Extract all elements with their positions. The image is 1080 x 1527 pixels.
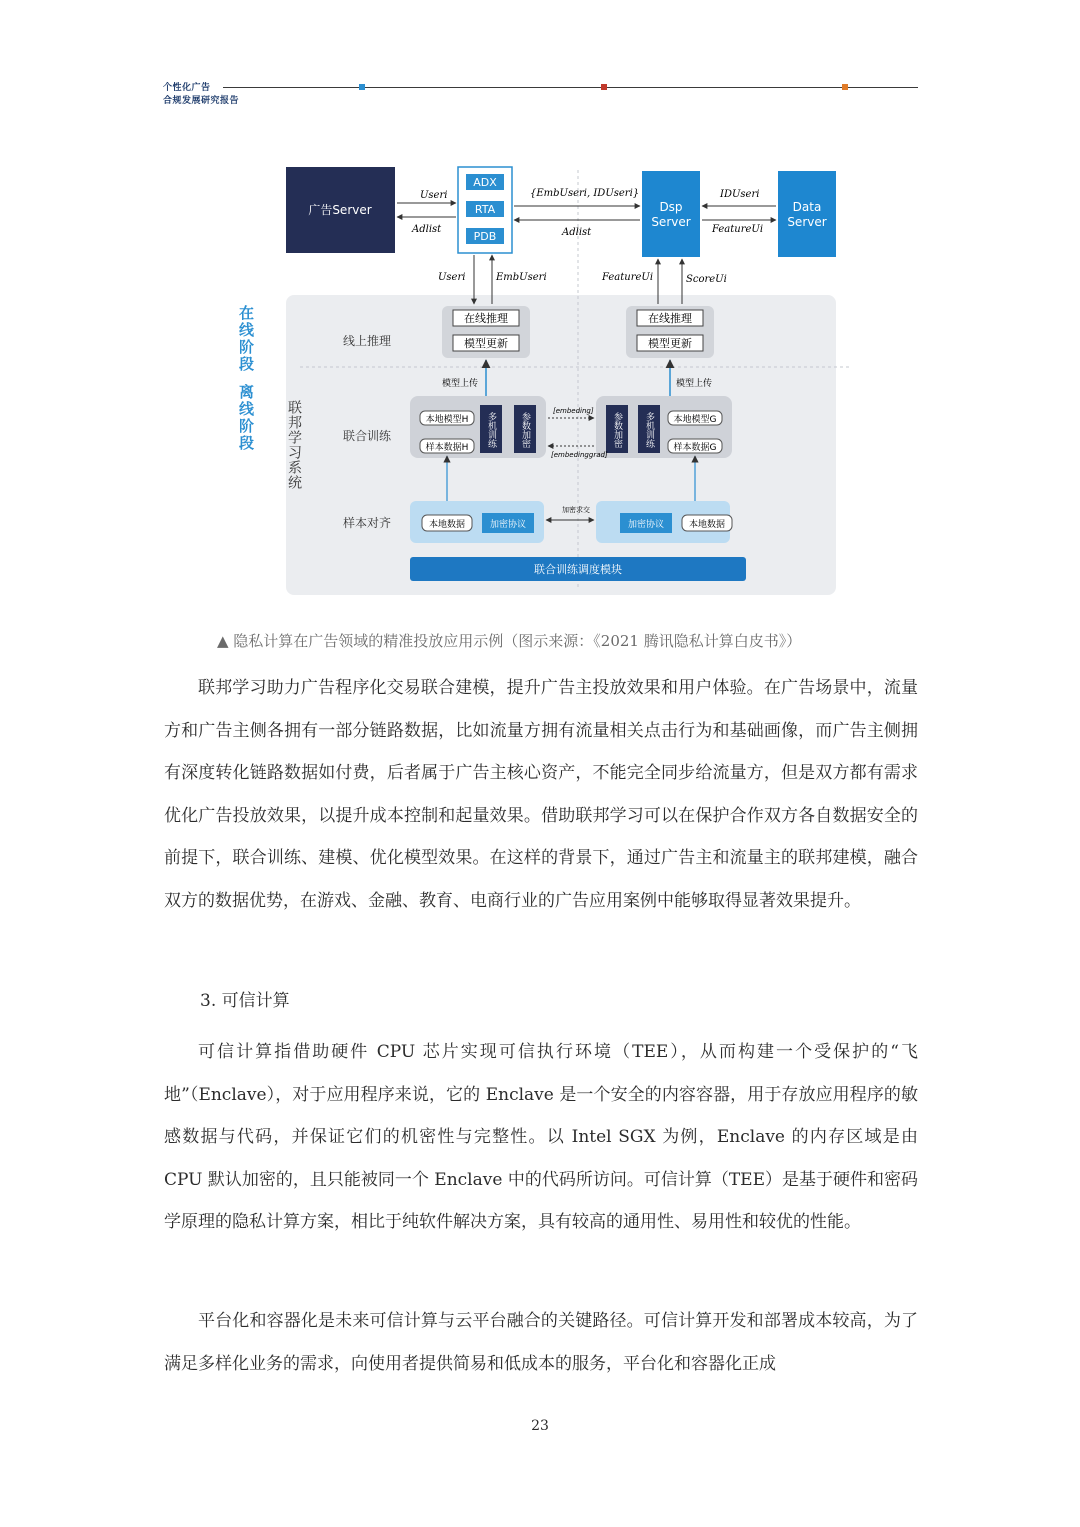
svg-text:加密协议: 加密协议 bbox=[489, 520, 527, 530]
label-encrypt-intersect: 加密求交 bbox=[562, 506, 590, 514]
row-label-align: 样本对齐 bbox=[343, 516, 392, 530]
data-server-label-1: Data bbox=[792, 200, 822, 214]
header-marker-blue bbox=[359, 84, 365, 90]
header-title-line1: 个性化广告 bbox=[163, 83, 211, 93]
ad-server-label: 广告Server bbox=[308, 203, 372, 217]
label-embeding: [embeding] bbox=[553, 407, 594, 415]
label-emb-pair: {EmbUseri, IDUseri} bbox=[530, 188, 640, 199]
label-ad-list: Adlist bbox=[412, 224, 442, 235]
label-feature-down: FeatureUi bbox=[602, 272, 654, 283]
svg-text:模型更新: 模型更新 bbox=[464, 337, 508, 350]
label-feature-u: FeatureUi bbox=[712, 224, 764, 235]
svg-text:参数加密: 参数加密 bbox=[520, 412, 530, 448]
dsp-label-1: Dsp bbox=[659, 200, 683, 214]
svg-text:在线推理: 在线推理 bbox=[464, 312, 508, 325]
svg-text:在线推理: 在线推理 bbox=[648, 312, 692, 325]
fed-system-label: 联邦学习系统 bbox=[286, 400, 302, 490]
header-title-line2: 合规发展研究报告 bbox=[163, 96, 240, 106]
svg-text:本地模型H: 本地模型H bbox=[425, 415, 469, 425]
header-marker-orange bbox=[842, 84, 848, 90]
adx-label: ADX bbox=[473, 176, 497, 189]
header-marker-red bbox=[601, 84, 607, 90]
online-stage-label: 在线阶段 bbox=[237, 305, 255, 373]
model-upload-left: 模型上传 bbox=[442, 379, 479, 389]
label-user-i: Useri bbox=[420, 190, 448, 201]
dsp-server-box bbox=[642, 171, 700, 257]
label-ad-list-2: Adlist bbox=[562, 227, 592, 238]
model-upload-right: 模型上传 bbox=[676, 379, 713, 389]
row-label-online: 线上推理 bbox=[343, 334, 392, 348]
label-score-up: ScoreUi bbox=[686, 274, 727, 285]
offline-stage-label: 离线阶段 bbox=[237, 384, 255, 452]
svg-text:模型更新: 模型更新 bbox=[648, 337, 692, 350]
svg-text:样本数据H: 样本数据H bbox=[425, 443, 469, 453]
paragraph-federated-ads: 联邦学习助力广告程序化交易联合建模，提升广告主投放效果和用户体验。在广告场景中，流量方和广告主侧各拥有一部分链路数据，比如流量方拥有流量相关点击行为和基础画像，而广告主侧拥有深度转化链路数据如付费，后者属于广告主核心资产，不能完全同步给流量方，但是双方都有需求优化广告投放效果，以提升成本控制和起量效果。借助联邦学习可以在保护合作双方各自数据安全的前提下，联合训练、建模、优化模型效果。在这样的背景下，通过广告主和流量主的联邦建模，融合双方的数据优势，在游戏、金融、教育、电商行业的广告应用案例中能够取得显著效果提升。 bbox=[164, 678, 918, 911]
running-header bbox=[163, 78, 918, 108]
label-emb-up: EmbUseri bbox=[496, 272, 547, 283]
data-server-label-2: Server bbox=[787, 215, 827, 229]
pdb-label: PDB bbox=[473, 230, 497, 243]
data-server-box bbox=[778, 171, 836, 257]
paragraph-platformization: 平台化和容器化是未来可信计算与云平台融合的关键路径。可信计算开发和部署成本较高，为了满足多样化业务的需求，向使用者提供简易和低成本的服务，平台化和容器化正成 bbox=[164, 1311, 918, 1374]
svg-text:参数加密: 参数加密 bbox=[612, 412, 622, 448]
svg-text:本地模型G: 本地模型G bbox=[673, 415, 717, 425]
dsp-label-2: Server bbox=[651, 215, 691, 229]
row-label-train: 联合训练 bbox=[343, 429, 392, 443]
svg-text:本地数据: 本地数据 bbox=[688, 520, 726, 530]
svg-text:样本数据G: 样本数据G bbox=[673, 443, 717, 453]
section-heading-trusted-computing: 3. 可信计算 bbox=[200, 991, 290, 1011]
page-number: 23 bbox=[531, 1418, 549, 1434]
label-id-user: IDUseri bbox=[720, 189, 760, 200]
rta-label: RTA bbox=[474, 203, 496, 216]
label-user-down: Useri bbox=[438, 272, 466, 283]
ad-architecture-diagram bbox=[237, 160, 845, 600]
paragraph-trusted-computing: 可信计算指借助硬件 CPU 芯片实现可信执行环境（TEE），从而构建一个受保护的“飞地”（Enclave），对于应用程序来说，它的 Enclave 是一个安全的内容容器，用于存放应用程序的敏感数据与代码，并保证它们的机密性与完整性。以 Intel SGX 为例，Enclave 的内存区域是由 CPU 默认加密的，且只能被同一个 Enclave 中的代码所访问。可信计算（TEE）是基于硬件和密码学原理的隐私计算方案，相比于纯软件解决方案，具有较高的通用性、易用性和较优的性能。 bbox=[164, 1042, 918, 1232]
svg-text:加密协议: 加密协议 bbox=[627, 520, 665, 530]
svg-text:本地数据: 本地数据 bbox=[428, 520, 466, 530]
header-rule bbox=[223, 87, 918, 88]
svg-text:多机训练: 多机训练 bbox=[486, 412, 496, 448]
figure-caption: ▲ 隐私计算在广告领域的精准投放应用示例（图示来源：《2021 腾讯隐私计算白皮书》） bbox=[217, 632, 802, 650]
scheduler-label: 联合训练调度模块 bbox=[534, 563, 622, 576]
label-embeding-grad: [embedinggrad] bbox=[551, 451, 608, 459]
svg-text:多机训练: 多机训练 bbox=[644, 412, 654, 448]
